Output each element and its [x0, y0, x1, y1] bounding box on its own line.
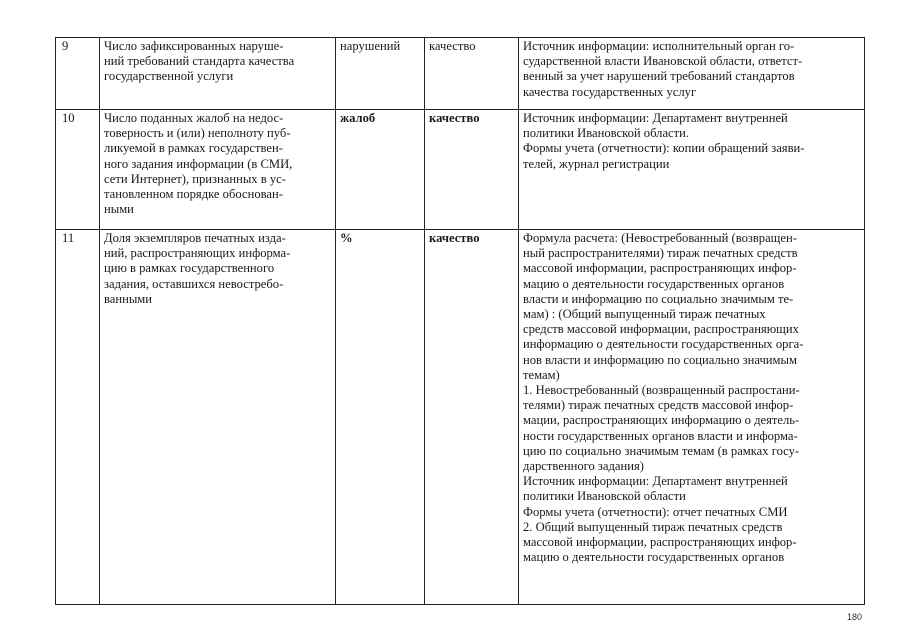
text-line: ного задания информации (в СМИ,	[104, 156, 293, 171]
text-line: качества государственных услуг	[523, 84, 697, 99]
text-line: государственной услуги	[104, 69, 234, 84]
text-line: политики Ивановской области	[523, 489, 686, 504]
unit-of-measure: жалоб	[336, 110, 425, 230]
text-line: ванными	[104, 291, 153, 306]
text-line: политики Ивановской области.	[523, 126, 690, 141]
text-line: Число зафиксированных наруше-	[104, 39, 284, 53]
text-line: нов власти и информацию по социально значимым	[523, 352, 797, 367]
text-line: мации, распространяющих информацию о деятель-	[523, 413, 800, 428]
text-line: телей, журнал регистрации	[523, 156, 670, 171]
text-line: Доля экземпляров печатных изда-	[104, 231, 286, 245]
unit-of-measure: нарушений	[336, 38, 425, 110]
text-line: тановленном порядке обоснован-	[104, 187, 283, 202]
page-number: 180	[847, 612, 863, 622]
indicator-name	[100, 38, 336, 110]
row-number: 9	[56, 38, 100, 110]
info-source	[519, 38, 865, 110]
text-line: Формы учета (отчетности): отчет печатных СМИ	[523, 504, 788, 519]
text-line: цию по социально значимым темам (в рамках госу-	[523, 443, 800, 458]
text-line: цию в рамках государственного	[104, 261, 275, 276]
indicator-name	[100, 230, 336, 605]
indicator-type: качество	[425, 38, 519, 110]
text-line: товерность и (или) неполноту пуб-	[104, 126, 291, 141]
text-line: 1. Невостребованный (возвращенный распростани-	[523, 383, 800, 398]
text-line: массовой информации, распространяющих инфор-	[523, 261, 797, 276]
row-number: 10	[56, 110, 100, 230]
text-line: Источник информации: исполнительный орган го-	[523, 39, 795, 53]
text-line: венный за учет нарушений требований стандартов	[523, 69, 795, 84]
row-number: 11	[56, 230, 100, 605]
text-line: ный распространителями) тираж печатных средств	[523, 246, 798, 261]
table-row	[56, 110, 865, 230]
text-line: ности государственных органов власти и информа-	[523, 428, 798, 443]
text-line: мацию о деятельности государственных органов	[523, 276, 785, 291]
text-line: Источник информации: Департамент внутренней	[523, 474, 788, 489]
text-line: мам) : (Общий выпущенный тираж печатных	[523, 307, 766, 322]
text-line: ликуемой в рамках государствен-	[104, 141, 283, 156]
info-source	[519, 230, 865, 605]
indicators-table	[55, 37, 865, 605]
table-row	[56, 38, 865, 110]
text-line: ными	[104, 202, 134, 217]
text-line: средств массовой информации, распространяющих	[523, 322, 799, 337]
text-line: сударственной власти Ивановской области, ответст-	[523, 54, 803, 69]
info-source	[519, 110, 865, 230]
text-line: задания, оставшихся невостребо-	[104, 276, 284, 291]
indicator-name	[100, 110, 336, 230]
text-line: массовой информации, распространяющих инфор-	[523, 535, 797, 550]
indicator-type: качество	[425, 230, 519, 605]
text-line: сети Интернет), признанных в ус-	[104, 171, 286, 186]
table-row	[56, 230, 865, 605]
text-line: информацию о деятельности государственных орга-	[523, 337, 804, 352]
text-line: Источник информации: Департамент внутренней	[523, 111, 788, 125]
text-line: Формы учета (отчетности): копии обращений заяви-	[523, 141, 805, 156]
text-line: Число поданных жалоб на недос-	[104, 111, 284, 125]
text-line: ний, распространяющих информа-	[104, 246, 291, 261]
indicator-type: качество	[425, 110, 519, 230]
unit-of-measure: %	[336, 230, 425, 605]
text-line: власти и информацию по социально значимым те-	[523, 291, 794, 306]
text-line: темам)	[523, 367, 560, 382]
text-line: Формула расчета: (Невостребованный (возвращен-	[523, 231, 797, 245]
text-line: ний требований стандарта качества	[104, 54, 295, 69]
text-line: телями) тираж печатных средств массовой инфор-	[523, 398, 794, 413]
text-line: мацию о деятельности государственных органов	[523, 550, 785, 565]
text-line: дарственного задания)	[523, 459, 644, 474]
text-line: 2. Общий выпущенный тираж печатных средств	[523, 519, 783, 534]
